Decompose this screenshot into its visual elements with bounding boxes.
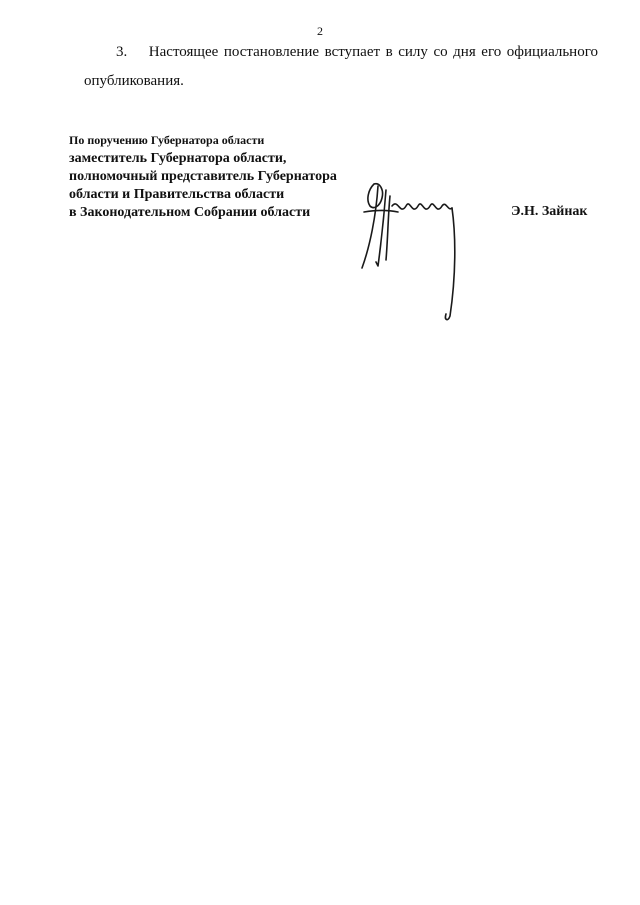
signatory-title-line: полномочный представитель Губернатора [69,169,337,184]
paragraph-line-1 [84,38,598,67]
paragraph-line-2: опубликования. [84,73,184,89]
word: в [385,44,393,60]
word: вступает [324,44,381,60]
word: постановление [223,44,320,60]
signatory-title [69,150,337,222]
word: официального [506,44,598,60]
signatory-name: Э.Н. Зайнак [511,204,588,219]
word: Настоящее [148,44,219,60]
paragraph-number: 3. [116,44,128,60]
word: со [433,44,448,60]
signatory-title-line: области и Правительства области [69,187,285,202]
word: его [481,44,502,60]
page-number: 2 [317,24,323,38]
signatory-title-line: в Законодательном Собрании области [69,205,311,220]
word: силу [398,44,428,60]
handwritten-signature [352,176,472,326]
signature-lead: По поручению Губернатора области [69,133,265,147]
paragraph-number-words [84,38,598,67]
word: дня [453,44,476,60]
paragraph-3 [84,38,598,96]
signatory-title-line: заместитель Губернатора области, [69,151,287,166]
